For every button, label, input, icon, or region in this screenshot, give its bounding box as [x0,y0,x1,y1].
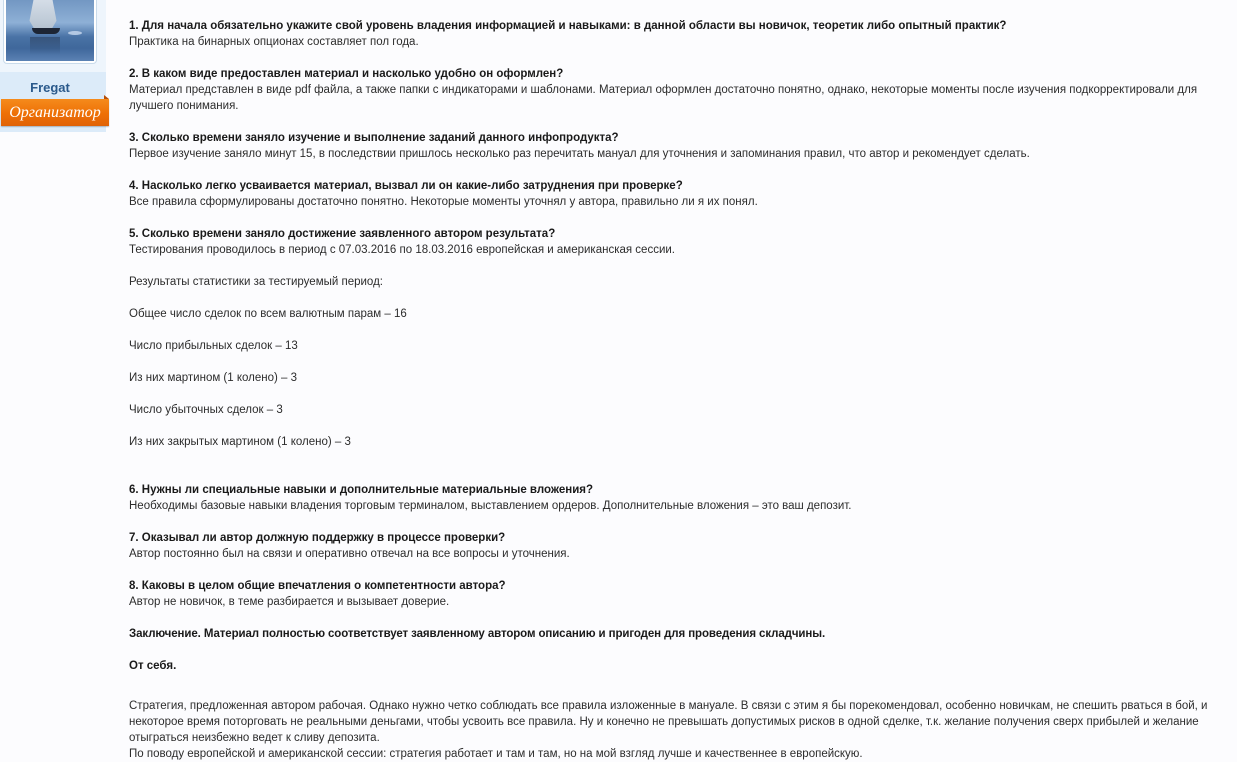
answer: Первое изучение заняло минут 15, в последствии пришлось несколько раз перечитать мануал для уточнения и запоминания правил, что автор и рекомендует сделать. [129,148,1030,160]
answer: Все правила сформулированы достаточно понятно. Некоторые моменты уточнял у автора, правильно ли я их понял. [129,196,758,208]
avatar[interactable] [3,0,97,64]
qa-block-5 [129,226,1229,258]
qa-block-2 [129,66,1229,114]
qa-block-6 [129,482,1229,514]
stat-item: Число прибыльных сделок – 13 [129,340,298,352]
user-sidebar [0,0,106,132]
answer: Необходимы базовые навыки владения торговым терминалом, выставлением ордеров. Дополнительные вложения – это ваш депозит. [129,500,852,512]
question: 3. Сколько времени заняло изучение и выполнение заданий данного инфопродукта? [129,132,619,144]
question: 7. Оказывал ли автор должную поддержку в процессе проверки? [129,532,506,544]
question: 4. Насколько легко усваивается материал, вызвал ли он какие-либо затруднения при проверке? [129,180,683,192]
ship-sails-icon [28,0,58,31]
from-self-text: Стратегия, предложенная автором рабочая. Однако нужно четко соблюдать все правила изложенные в мануале. В связи с этим я бы порекомендовал, особенно новичкам, не спешить рваться в бой, и некоторое время поторговать не реальными деньгами, чтобы усвоить все правила. Ну и конечно не превышать допустимых рисков в одной сделке, т.к. желание получения сверх прибылей и желание отыграться неизбежно ведет к сливу депозита. [129,700,1208,744]
answer: Тестирования проводилось в период с 07.03.2016 по 18.03.2016 европейская и американская сессии. [129,244,675,256]
stat-item: Из них закрытых мартином (1 колено) – 3 [129,436,351,448]
question: 1. Для начала обязательно укажите свой уровень владения информацией и навыками: в данной области вы новичок, теоретик либо опытный практик? [129,20,1007,32]
sailing-ship-avatar-icon [6,0,94,61]
username-link[interactable]: Fregat [30,80,70,95]
ship-hull-icon [32,28,60,34]
qa-block-7 [129,530,1229,562]
answer: Практика на бинарных опционах составляет пол года. [129,36,419,48]
stats-title: Результаты статистики за тестируемый период: [129,276,383,288]
role-badge: Организатор [1,99,109,126]
stat-item: Из них мартином (1 колено) – 3 [129,372,298,384]
qa-block-3 [129,130,1229,162]
stat-item: Число убыточных сделок – 3 [129,404,283,416]
qa-block-8 [129,578,1229,610]
post-content [129,18,1229,762]
question: 2. В каком виде предоставлен материал и насколько удобно он оформлен? [129,68,564,80]
qa-block-1 [129,18,1229,50]
statistics-list [129,274,1229,450]
moonlight-icon [68,31,82,35]
from-self-heading: От себя. [129,660,177,672]
conclusion: Заключение. Материал полностью соответствует заявленному автором описанию и пригоден для проведения складчины. [129,628,826,640]
answer: Автор постоянно был на связи и оперативно отвечал на все вопросы и уточнения. [129,548,570,560]
question: 8. Каковы в целом общие впечатления о компетентности автора? [129,580,506,592]
answer: Материал представлен в виде pdf файла, а также папки с индикаторами и шаблонами. Материал оформлен достаточно понятно, однако, некоторые моменты после изучения подкорректировали для лучшего понимания. [129,84,1198,112]
water-reflection-icon [30,37,60,55]
question: 5. Сколько времени заняло достижение заявленного автором результата? [129,228,556,240]
answer: Автор не новичок, в теме разбирается и вызывает доверие. [129,596,450,608]
stat-item: Общее число сделок по всем валютным парам – 16 [129,308,407,320]
session-note: По поводу европейской и американской сессии: стратегия работает и там и там, но на мой взгляд лучше и качественнее в европейскую. [129,748,863,760]
qa-block-4 [129,178,1229,210]
question: 6. Нужны ли специальные навыки и дополнительные материальные вложения? [129,484,594,496]
